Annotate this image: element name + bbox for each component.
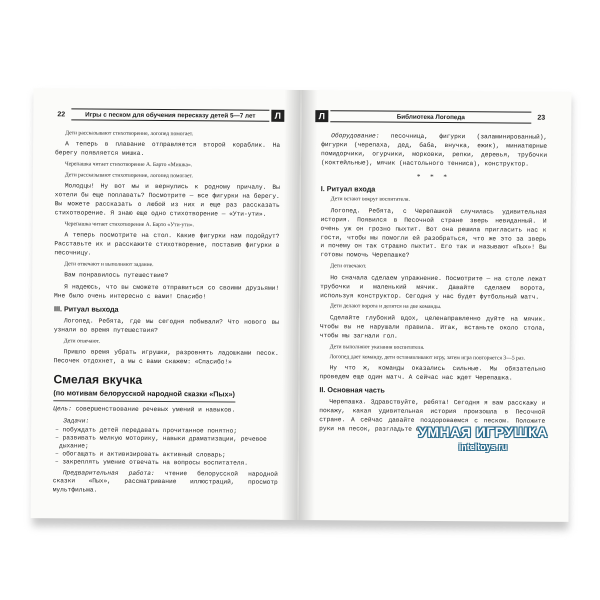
goal-label: Цель: — [53, 405, 72, 413]
gutter-shadow-left — [282, 90, 301, 520]
right-paragraphs-entry — [319, 197, 546, 384]
right-header-title: Библиотека Логопеда — [330, 110, 531, 123]
body-paragraph: Но сначала сделаем упражнение. Посмотрите — на столе лежат трубочки и маленький мячик. Давайте сделаем ворота, используя конструктор. Сегодня у нас будет футбольный матч. — [320, 273, 547, 301]
stage-direction: Черепашка читает стихотворение А. Барто «Мишка». — [64, 161, 193, 169]
stage-direction: Дети отвечают. — [330, 263, 367, 270]
right-logo-icon: Л — [315, 110, 328, 122]
stage-direction: Дети рассказывают стихотворение, логопед помогает. — [64, 171, 193, 179]
left-text-column — [53, 130, 281, 500]
lesson-title: Смелая вкучка — [53, 372, 143, 387]
lesson-subtitle: (по мотивам белорусской народной сказки «Пых») — [53, 389, 235, 402]
prework-label: Предварительная работа: — [62, 468, 155, 477]
section-main-heading: II. Основная часть — [319, 385, 385, 395]
section-divider-stars: * * * — [416, 172, 451, 181]
section-exit-heading: III. Ритуал выхода — [53, 304, 119, 314]
right-text-column — [319, 132, 547, 438]
left-header-title: Игры с песком для обучения пересказу детей 5—7 лет — [71, 108, 269, 121]
stage-direction: Черепашка читает стихотворение А. Барто «Ути-ути». — [64, 221, 194, 228]
task-item: – обогащать и активизировать активный словарь; — [54, 450, 226, 459]
right-page-number: 23 — [537, 114, 546, 122]
left-page — [31, 88, 302, 520]
right-running-header — [315, 110, 549, 124]
body-paragraph: Сделайте глубокий вдох, целенаправленно дуйте на мячик. Чтобы вы не нарушали правила. Итак, встаньте около стола, чтобы мы загнали гол. — [319, 314, 546, 340]
tasks-label: Задачи: — [63, 416, 90, 425]
stage-direction: Дети встают вокруг воспитателя. — [330, 196, 410, 204]
task-item: – развивать мелкую моторику, навыки драматизации, речевое дыхание; — [55, 434, 267, 450]
body-paragraph: Черепашка. Здравствуйте, ребята! Сегодня я вам расскажу и покажу, какая удивительная история произошла в Песочной стране. А сейчас давайте поздороваемся с песком. Положите руки на песок, разгладьте его. — [319, 398, 546, 433]
prework-line — [53, 469, 278, 497]
body-paragraph: Логопед. Ребята, где мы сегодня побывали? Что нового вы узнали во время путешествия? — [53, 317, 279, 334]
body-paragraph: Ну что ж, команды оказались сильные. Мы обязательно проведем еще один матч. А сейчас нас ждет Черепашка. — [319, 364, 546, 382]
stage-direction: Дети выполняют указания воспитателя. — [329, 343, 425, 351]
left-logo-icon: Л — [271, 110, 284, 122]
section-entry-heading: I. Ритуал входа — [320, 183, 376, 194]
body-paragraph: Пришло время убрать игрушки, разровнять ладошками песок. Песочек отдохнет, а мы с вами скажем: «Спасибо!» — [53, 348, 279, 366]
stage-direction: Дети отвечают и выполняют задание. — [64, 261, 154, 268]
left-paragraphs-top — [54, 130, 280, 302]
left-running-header — [53, 108, 284, 122]
body-paragraph: Молодцы! Ну вот мы и вернулись к родному причалу. Вы хотели бы еще поплавать? Посмотрите — все фигурки на берегу. Вы можете рассказать о любой из них и еще раз рассказать стихотворение. Я знаю еще одно стихотворение — «Ути-ути». — [54, 182, 280, 218]
store-watermark — [408, 424, 558, 468]
stage-direction: Дети отвечают. — [63, 337, 100, 345]
tasks-list — [53, 426, 278, 469]
left-paragraphs-exit — [54, 317, 279, 368]
body-paragraph: Я надеюсь, что вы сможете отправиться со своими друзьями! Мне было очень интересно с вами! Спасибо! — [54, 283, 280, 301]
equipment-label: Оборудование: — [331, 132, 380, 140]
task-item: – побуждать детей передавать прочитанное понятно; — [55, 425, 238, 435]
equipment-line — [321, 132, 547, 169]
task-item: – закреплять умение отвечать на вопросы воспитателя. — [54, 458, 249, 468]
prework-text: чтение белорусской народной сказки «Пых», рассматривание иллюстраций, просмотр мультфильма. — [52, 469, 278, 494]
body-paragraph: А теперь в плавание отправляется второй кораблик. На берегу появляется мишка. — [55, 140, 281, 158]
body-paragraph: Логопед. Ребята, с Черепашкой случилась удивительная история. Появился в Песочной стране зверь невиданный. И очень уж он грозно пыхтит. Вот она решила пригласить нас к гости, чтобы мы помогли ей разобраться, что же это за зверь и почему он так страшно пыхтит. Его так и называют «Пых»! Вы готовы помочь Черепашке? — [320, 207, 547, 260]
stage-direction: Дети рассказывают стихотворение, логопед помогает. — [65, 130, 194, 138]
body-paragraph: Вам понравилось путешествие? — [64, 271, 169, 280]
equipment-text: песочница, фигурки (заламинированный), фигурки (черепаха, дед, баба, внучка, ежик), миниатюрные помидорчики, огурчики, морковки, репки, деревья, трубочки (коктейльные), мячик (настольного тенниса), конструктор. — [320, 132, 548, 168]
goal-text: совершенствование речевых умений и навыков. — [75, 405, 236, 414]
stage-direction: Логопед дает команду, дети останавливают игру, затем игра повторяется 3—5 раз. — [329, 354, 525, 362]
watermark-url: inteltoys.ru — [458, 442, 508, 452]
goal-line — [53, 405, 278, 415]
watermark-brand: УМНАЯ ИГРУШКА — [418, 424, 548, 440]
left-page-number: 22 — [57, 110, 66, 118]
gutter-shadow-right — [299, 90, 318, 520]
stage-direction: Дети делают ворота и делятся на две команды. — [329, 303, 442, 311]
body-paragraph: А теперь посмотрите на стол. Какие фигурки нам подойдут? Расставьте их и расскажите стихотворение, поставив фигурки в песочницу. — [54, 231, 280, 257]
